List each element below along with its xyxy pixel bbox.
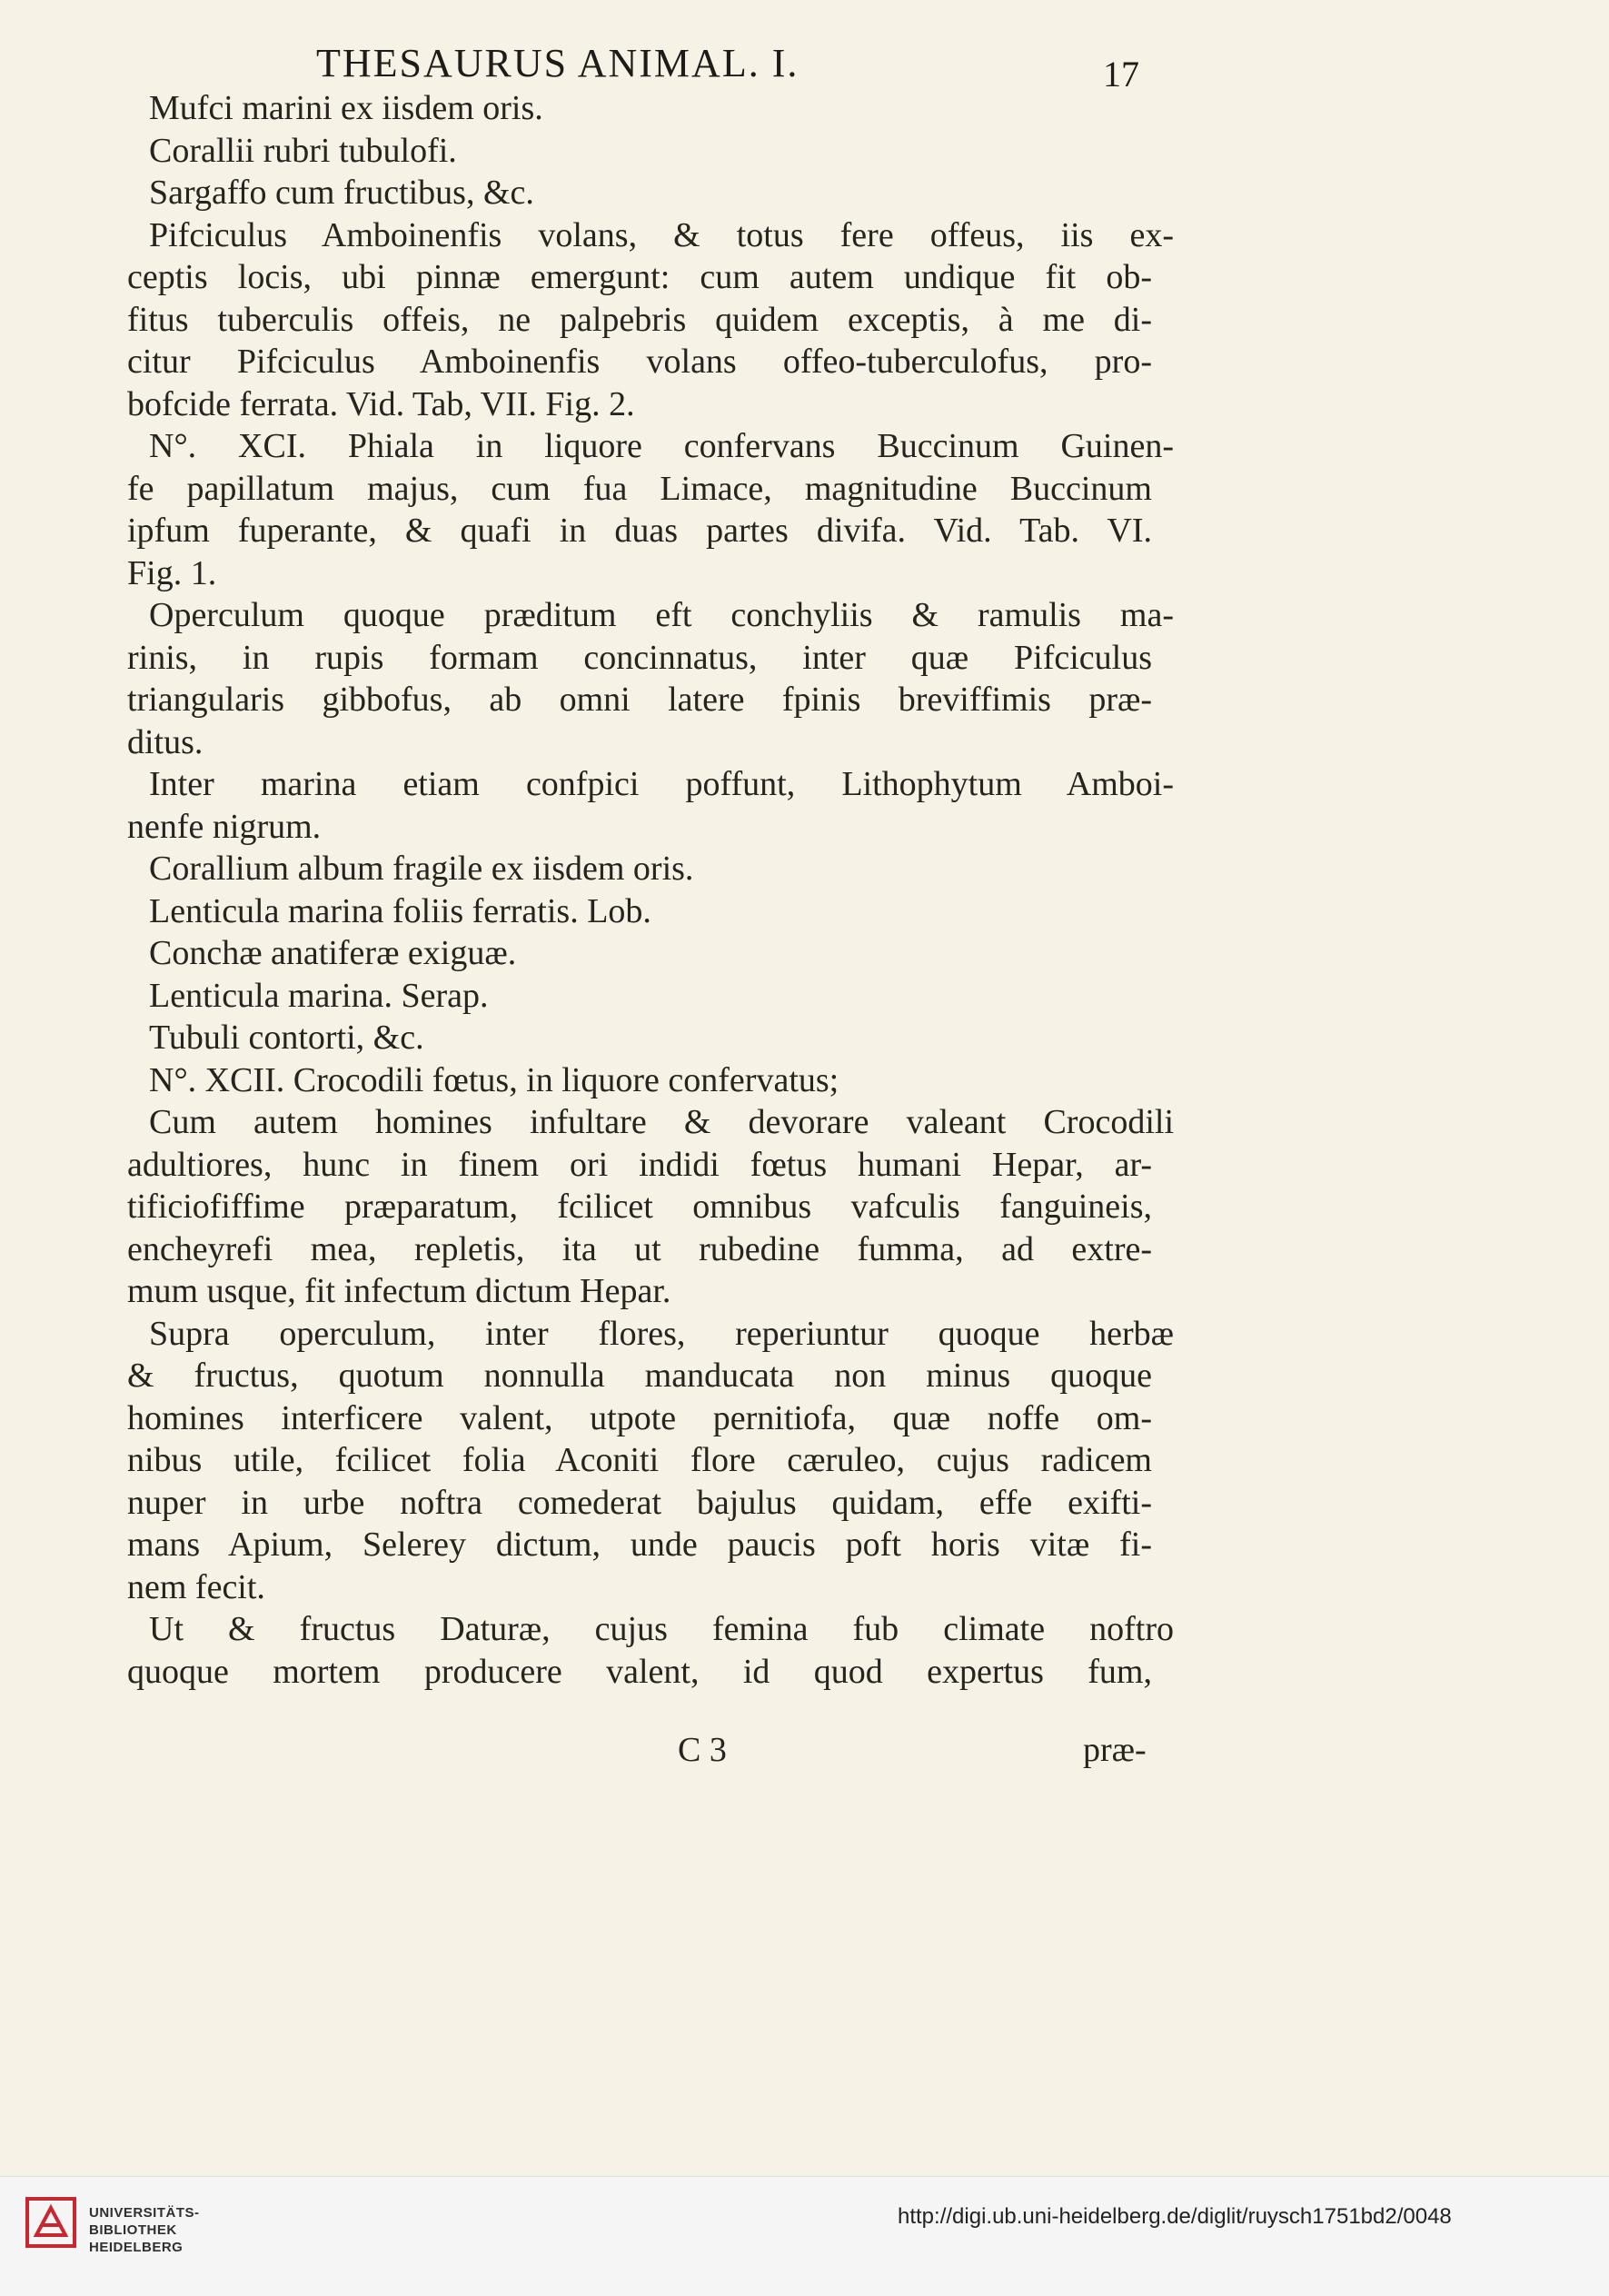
- text-line: Pifciculus Amboinenfis volans, & totus fere offeus, iis ex-: [149, 215, 1174, 254]
- text-line: homines interficere valent, utpote pernitiofa, quæ noffe om-: [127, 1398, 1152, 1437]
- library-name-line: BIBLIOTHEK: [89, 2222, 177, 2238]
- text-line: mum usque, fit infectum dictum Hepar.: [127, 1272, 671, 1310]
- text-line: Lenticula marina. Serap.: [149, 976, 489, 1015]
- text-line: tificiofiffime præparatum, fcilicet omnibus vafculis fanguineis,: [127, 1188, 1152, 1226]
- text-line: N°. XCI. Phiala in liquore confervans Buccinum Guinen-: [149, 427, 1174, 465]
- text-line: Fig. 1.: [127, 553, 217, 592]
- library-name-line: HEIDELBERG: [89, 2240, 184, 2255]
- text-line: nem fecit.: [127, 1567, 265, 1606]
- page-footer-marks: [127, 1730, 1152, 1772]
- source-url[interactable]: http://digi.ub.uni-heidelberg.de/diglit/ruysch1751bd2/0048: [898, 2204, 1452, 2229]
- text-line: & fructus, quotum nonnulla manducata non minus quoque: [127, 1357, 1152, 1395]
- text-line: Corallii rubri tubulofi.: [149, 131, 457, 170]
- text-line: Tubuli contorti, &c.: [149, 1019, 424, 1057]
- library-name-line: UNIVERSITÄTS-: [89, 2205, 200, 2221]
- text-line: ditus.: [127, 722, 204, 761]
- text-line: Conchæ anatiferæ exiguæ.: [149, 934, 517, 972]
- text-line: citur Pifciculus Amboinenfis volans offeo-tuberculofus, pro-: [127, 343, 1152, 381]
- text-line: fe papillatum majus, cum fua Limace, magnitudine Buccinum: [127, 469, 1152, 508]
- text-line: nibus utile, fcilicet folia Aconiti flore cæruleo, cujus radicem: [127, 1441, 1152, 1479]
- text-line: ceptis locis, ubi pinnæ emergunt: cum autem undique fit ob-: [127, 258, 1152, 296]
- text-line: bofcide ferrata. Vid. Tab, VII. Fig. 2.: [127, 384, 635, 423]
- text-line: mans Apium, Selerey dictum, unde paucis poft horis vitæ fi-: [127, 1526, 1152, 1564]
- text-line: Lenticula marina foliis ferratis. Lob.: [149, 891, 651, 930]
- heidelberg-library-logo-icon: [25, 2197, 76, 2248]
- catchword: præ-: [1083, 1731, 1147, 1769]
- body-text: [127, 87, 1174, 1693]
- text-line: Sargaffo cum fructibus, &c.: [149, 174, 534, 212]
- text-line: nenfe nigrum.: [127, 807, 322, 846]
- text-line: fitus tuberculis offeis, ne palpebris quidem exceptis, à me di-: [127, 300, 1152, 339]
- signature-mark: C 3: [678, 1731, 727, 1769]
- text-line: Supra operculum, inter flores, reperiuntur quoque herbæ: [149, 1314, 1174, 1353]
- text-line: encheyrefi mea, repletis, ita ut rubedine fumma, ad extre-: [127, 1229, 1152, 1268]
- text-line: Ut & fructus Daturæ, cujus femina fub climate noftro: [149, 1610, 1174, 1648]
- text-line: ipfum fuperante, & quafi in duas partes divifa. Vid. Tab. VI.: [127, 512, 1152, 550]
- running-title: THESAURUS ANIMAL. I.: [316, 41, 800, 85]
- text-line: rinis, in rupis formam concinnatus, inter quæ Pifciculus: [127, 638, 1152, 677]
- text-line: nuper in urbe noftra comederat bajulus quidam, effe exifti-: [127, 1483, 1152, 1522]
- text-line: Mufci marini ex iisdem oris.: [149, 89, 543, 127]
- text-line: Operculum quoque præditum eft conchyliis & ramulis ma-: [149, 596, 1174, 634]
- page-number: 17: [1103, 54, 1139, 94]
- text-line: Inter marina etiam confpici poffunt, Lithophytum Amboi-: [149, 765, 1174, 803]
- text-line: N°. XCII. Crocodili fœtus, in liquore confervatus;: [149, 1060, 839, 1099]
- text-line: adultiores, hunc in finem ori indidi fœtus humani Hepar, ar-: [127, 1145, 1152, 1184]
- text-line: Corallium album fragile ex iisdem oris.: [149, 850, 694, 888]
- library-name: [89, 2204, 200, 2256]
- text-line: triangularis gibbofus, ab omni latere fpinis breviffimis præ-: [127, 681, 1152, 719]
- digitization-footer: [0, 2176, 1609, 2296]
- text-line: quoque mortem producere valent, id quod expertus fum,: [127, 1652, 1152, 1691]
- text-line: Cum autem homines infultare & devorare valeant Crocodili: [149, 1103, 1174, 1141]
